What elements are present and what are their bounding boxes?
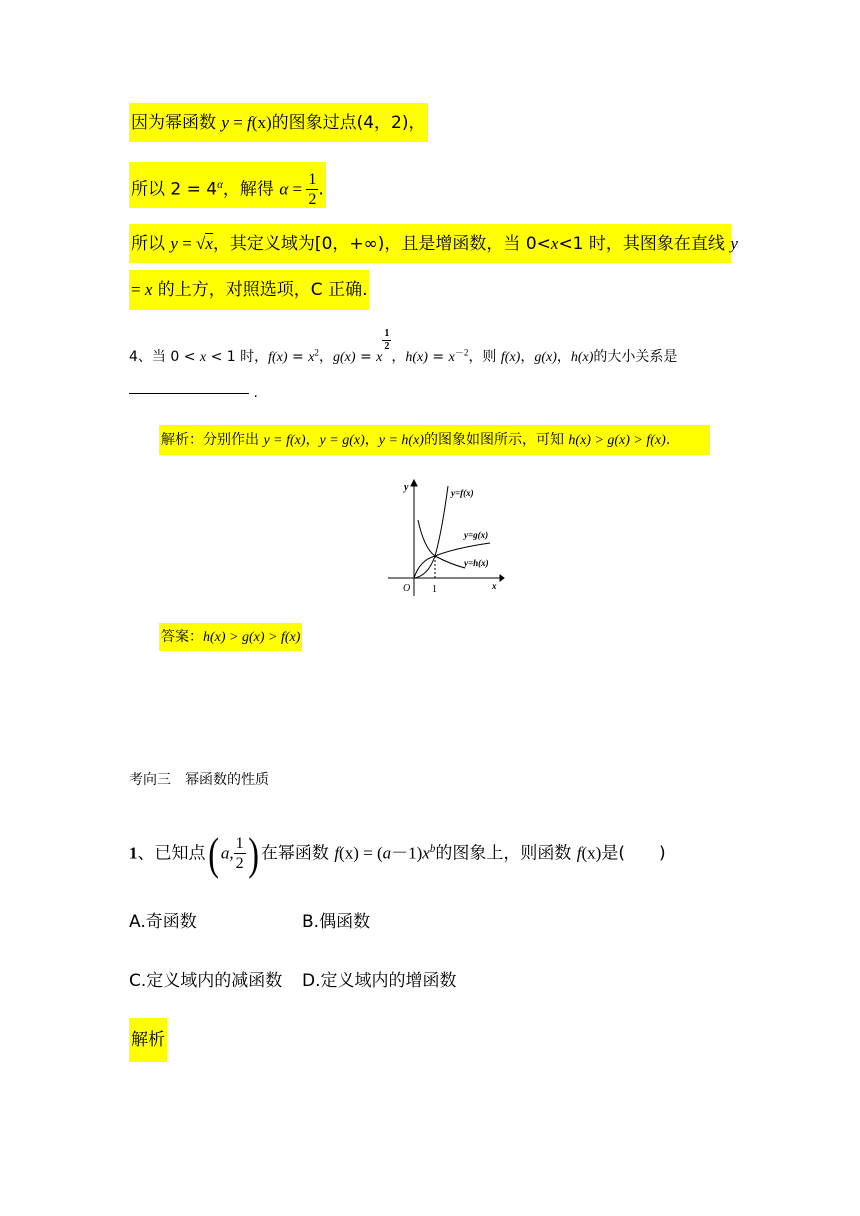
power-function-graph: [380, 476, 506, 600]
graph-origin: O: [403, 583, 411, 594]
option-b: B.偶函数: [302, 912, 371, 932]
q4-x2: x: [308, 350, 315, 365]
q1-num: 1: [129, 843, 138, 863]
q4-end: 的大小关系是: [593, 349, 678, 365]
q4-c1: ，: [318, 349, 333, 365]
line3-prefix: 所以: [131, 234, 171, 254]
option-d: D.定义域内的增函数: [302, 971, 457, 991]
line2-alpha: α: [279, 179, 289, 199]
analysis-prefix: 解析：分别作出: [161, 432, 264, 448]
option-c: C.定义域内的减函数: [129, 971, 283, 991]
graph-tick-1: 1: [432, 584, 437, 595]
q4-c4: ，: [556, 349, 571, 365]
analysis-c: y = h(x): [378, 433, 424, 448]
q4-answer-blank: [129, 386, 258, 402]
line3-text: ，其定义域为[0，+∞)，且是增函数，当 0<: [212, 234, 551, 254]
q1-x2: (x): [581, 843, 602, 863]
solution-line-4: [129, 270, 369, 310]
line1-eq: =: [228, 113, 248, 132]
q1-text3: 的图象上，则函数: [435, 843, 577, 864]
q1-fx: (x) = (: [339, 843, 383, 863]
q4-blank-end: .: [253, 385, 258, 401]
line4-x: x: [144, 280, 153, 299]
line4-eq: =: [131, 280, 145, 299]
q4-eq2: =: [355, 349, 377, 365]
q4-x4: x: [448, 350, 455, 365]
q1-minus: －1): [391, 843, 423, 863]
section-title: 考向三 幂函数的性质: [129, 772, 269, 788]
curve-f: [414, 486, 448, 578]
solution-line-3: [129, 224, 738, 263]
line2-end: .: [318, 179, 324, 200]
analysis-c1: ，: [305, 432, 320, 448]
q4-fx: f(x): [268, 350, 288, 365]
q1-f: f: [334, 843, 340, 863]
q1-b: b: [429, 843, 436, 855]
q4-exp-den: 2: [384, 341, 390, 352]
line2-fraction: [306, 170, 318, 209]
q4-tail: ，则: [468, 349, 501, 365]
q1-a2: a: [382, 843, 392, 863]
analysis-ineq: h(x) > g(x) > f(x): [568, 433, 666, 448]
q4-x3: x: [376, 350, 383, 365]
q1-text1: 、已知点: [137, 843, 206, 864]
q1-comma: ,: [229, 843, 234, 863]
answer-value: h(x) > g(x) > f(x): [203, 630, 301, 645]
line2-eq: =: [288, 179, 307, 199]
q1-fraction: [234, 834, 246, 873]
graph-g-label: y=g(x): [464, 530, 489, 540]
q4-exp2: 2: [314, 347, 319, 358]
line1-suffix: 的图象过点(4，2)，: [271, 113, 426, 133]
line2-mid: ，解得: [222, 179, 280, 200]
line3-text2: <1 时，其图象在直线: [558, 234, 731, 254]
option-a: A.奇函数: [129, 912, 197, 932]
question-1: [129, 824, 666, 879]
q4-exp-num: 1: [384, 328, 390, 339]
q4-hx: h(x): [405, 350, 428, 365]
question-4: [129, 328, 677, 368]
q4-f2: f(x): [500, 350, 521, 365]
line3-eq: =: [177, 234, 197, 253]
line1-prefix: 因为幂函数: [131, 113, 222, 133]
q1-f2: f: [576, 843, 582, 863]
q4-eq3: =: [427, 349, 449, 365]
line2-alpha-exp: α: [217, 179, 223, 191]
line3-x2: x: [550, 234, 559, 253]
analysis-a: y = f(x): [263, 433, 306, 448]
line4-text: 的上方，对照选项，C 正确.: [152, 280, 368, 300]
graph-h-label: y=h(x): [464, 558, 489, 568]
line2-prefix: 所以 2 = 4: [131, 179, 218, 200]
sqrt-icon: √: [196, 234, 206, 253]
q4-gx: g(x): [332, 350, 356, 365]
graph-x-label: x: [492, 581, 497, 591]
analysis-b: y = g(x): [319, 433, 365, 448]
graph-f-label: y=f(x): [451, 488, 474, 498]
x-axis-arrow: [500, 575, 504, 581]
line3-x: x: [205, 234, 213, 253]
q1-text4: 是( ): [601, 843, 666, 864]
solution-line-2: [129, 162, 326, 208]
analysis-mid: 的图象如图所示，可知: [423, 432, 569, 448]
blank-line: [129, 392, 249, 394]
q4-c2: ，: [391, 349, 406, 365]
q4-exp4: －2: [454, 347, 469, 358]
line2-frac-num: 1: [308, 171, 317, 189]
q1-frac-den: 2: [235, 855, 244, 873]
analysis-end: .: [665, 432, 671, 448]
line1-f: f: [247, 113, 252, 132]
line3-y: y: [170, 234, 178, 253]
q1-a: a: [220, 843, 230, 863]
line1-y: y: [221, 113, 229, 132]
left-paren: (: [207, 827, 219, 879]
q4-prefix: 4、当 0 <: [129, 349, 200, 365]
analysis-label: 解析: [129, 1018, 167, 1062]
answer-prefix: 答案：: [161, 629, 203, 645]
analysis-line: [159, 425, 710, 455]
graph-y-label: y: [404, 482, 409, 493]
q4-lt1: < 1 时，: [206, 349, 269, 365]
answer-line: [159, 623, 302, 651]
solution-line-1: [129, 103, 428, 142]
line1-x: (x): [251, 113, 272, 132]
q1-x: x: [422, 843, 430, 863]
q1-frac-num: 1: [235, 835, 244, 853]
q4-c3: ，: [520, 349, 535, 365]
line3-y2: y: [730, 234, 738, 253]
right-paren: ): [247, 827, 259, 879]
analysis-c2: ，: [364, 432, 379, 448]
line2-frac-den: 2: [308, 191, 317, 209]
y-axis-arrow: [411, 480, 417, 486]
q4-g2: g(x): [534, 350, 557, 365]
q4-eq1: =: [287, 349, 309, 365]
q4-h2: h(x): [570, 350, 594, 365]
q1-text2: 在幂函数: [260, 843, 335, 864]
q4-x1: x: [199, 350, 207, 365]
